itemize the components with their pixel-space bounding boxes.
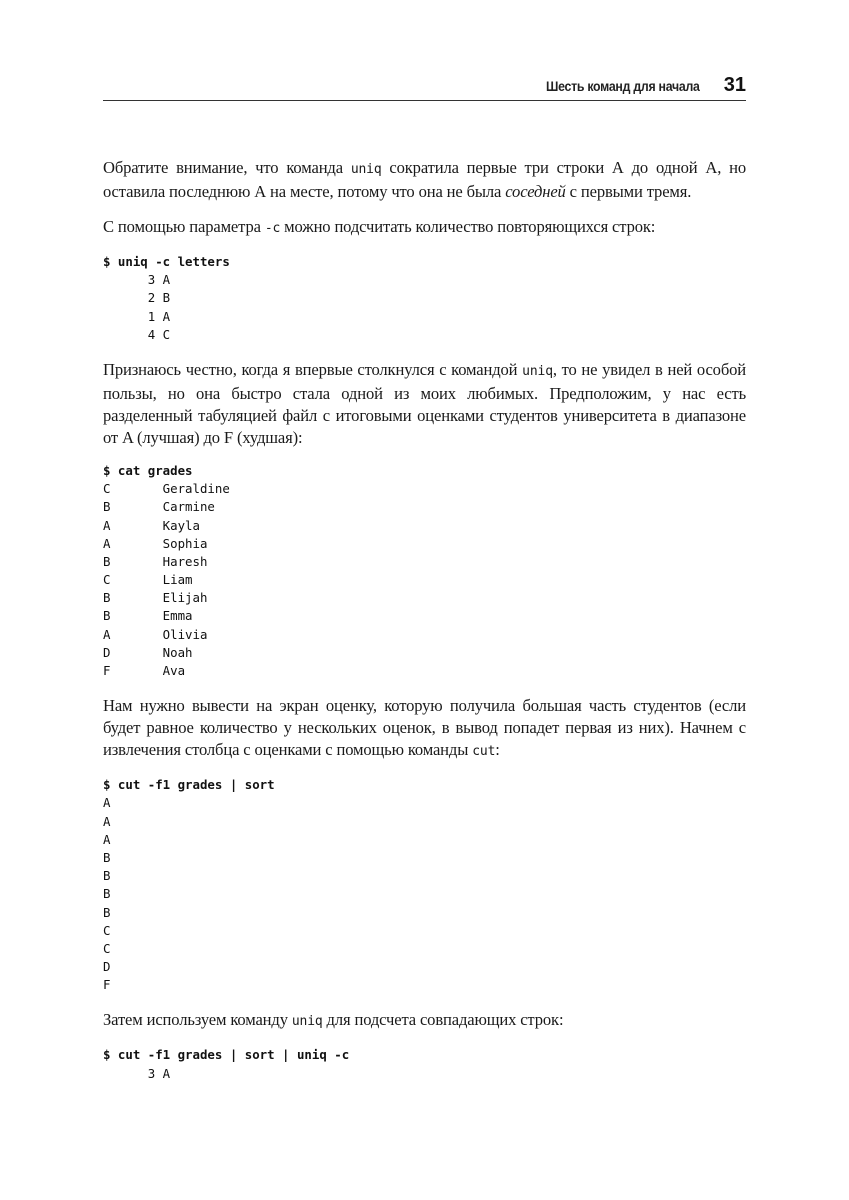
page-number: 31 bbox=[723, 74, 746, 96]
running-header bbox=[103, 74, 746, 101]
code-output-line: A bbox=[103, 831, 111, 847]
text-run: с первыми тремя. bbox=[565, 182, 692, 201]
paragraph-count-option bbox=[103, 216, 746, 240]
code-output-line: F bbox=[103, 977, 111, 993]
paragraph-grades-intro bbox=[103, 359, 746, 449]
page-content bbox=[103, 157, 746, 1083]
inline-code: -c bbox=[264, 221, 281, 236]
code-output-line: A Olivia bbox=[103, 626, 208, 642]
code-command: $ cat grades bbox=[103, 462, 193, 478]
code-output-line: B bbox=[103, 868, 111, 884]
code-output-line: B bbox=[103, 886, 111, 902]
paragraph-uniq-note bbox=[103, 157, 746, 203]
paragraph-cut-intro bbox=[103, 695, 746, 763]
code-output-line: C bbox=[103, 940, 111, 956]
code-output-line: B bbox=[103, 904, 111, 920]
code-block-uniq-pipeline bbox=[103, 1046, 746, 1082]
text-run: Затем используем команду bbox=[103, 1010, 292, 1030]
text-run: сократила первые три строки А до одной А, но оставила последнюю А на месте, потому что она не была bbox=[103, 158, 746, 201]
code-command: $ uniq -c letters bbox=[103, 254, 230, 269]
running-title: Шесть команд для начала bbox=[546, 78, 700, 94]
code-output-line: B Elijah bbox=[103, 590, 208, 606]
text-run: можно подсчитать количество повторяющихся строк: bbox=[280, 217, 656, 236]
code-output-line: A bbox=[103, 795, 111, 811]
text-run: : bbox=[495, 740, 500, 760]
code-output-line: D bbox=[103, 959, 111, 975]
code-block-cut-sort bbox=[103, 776, 746, 994]
code-output-line: F Ava bbox=[103, 663, 186, 678]
code-output-line: C Geraldine bbox=[103, 481, 230, 497]
code-output-line: B bbox=[103, 849, 111, 865]
code-output-line: 3 A bbox=[103, 1065, 171, 1081]
code-output-line: C Liam bbox=[103, 572, 193, 588]
code-output-line: A bbox=[103, 813, 111, 829]
inline-code: uniq bbox=[291, 1014, 323, 1030]
inline-code: uniq bbox=[522, 363, 553, 379]
code-output-line: C bbox=[103, 922, 111, 938]
text-run: Нам нужно вывести на экран оценку, которую получила большая часть студентов (если будет равное количество у нескольких оценок, в вывод попадет первая из них). Начнем с извлечения столбца с оценками с помощью команды bbox=[103, 696, 746, 760]
paragraph-uniq-count-intro bbox=[103, 1009, 746, 1033]
code-output-line: B Carmine bbox=[103, 499, 215, 515]
code-output-line: A Kayla bbox=[103, 517, 200, 533]
code-output-line: B Haresh bbox=[103, 553, 208, 569]
text-run: для подсчета совпадающих строк: bbox=[322, 1010, 564, 1030]
book-page bbox=[103, 74, 746, 1098]
code-output-line: 2 B bbox=[103, 290, 171, 306]
code-output-line: D Noah bbox=[103, 644, 193, 660]
code-command: $ cut -f1 grades | sort | uniq -c bbox=[103, 1047, 350, 1063]
text-run: Признаюсь честно, когда я впервые столкнулся с командой bbox=[103, 359, 523, 379]
code-block-uniq-count bbox=[103, 253, 746, 344]
code-output-line: 3 A bbox=[103, 272, 171, 288]
text-run: Обратите внимание, что команда bbox=[103, 158, 351, 177]
code-output-line: B Emma bbox=[103, 608, 193, 624]
text-run: С помощью параметра bbox=[103, 217, 265, 236]
code-output-line: 4 C bbox=[103, 326, 171, 342]
code-command: $ cut -f1 grades | sort bbox=[103, 777, 275, 793]
code-output-line: A Sophia bbox=[103, 535, 208, 551]
text-run: , то не увидел в ней особой пользы, но она быстро стала одной из моих любимых. Предположим, у нас есть разделенный табуляцией файл с итоговыми оценками студентов университета в диапазоне от A (лучшая) до F (худшая): bbox=[103, 359, 747, 447]
code-block-cat-grades bbox=[103, 462, 746, 680]
code-output-line: 1 A bbox=[103, 308, 171, 324]
inline-code: uniq bbox=[350, 162, 382, 177]
emphasis: соседней bbox=[505, 182, 566, 201]
inline-code: cut bbox=[472, 744, 496, 760]
